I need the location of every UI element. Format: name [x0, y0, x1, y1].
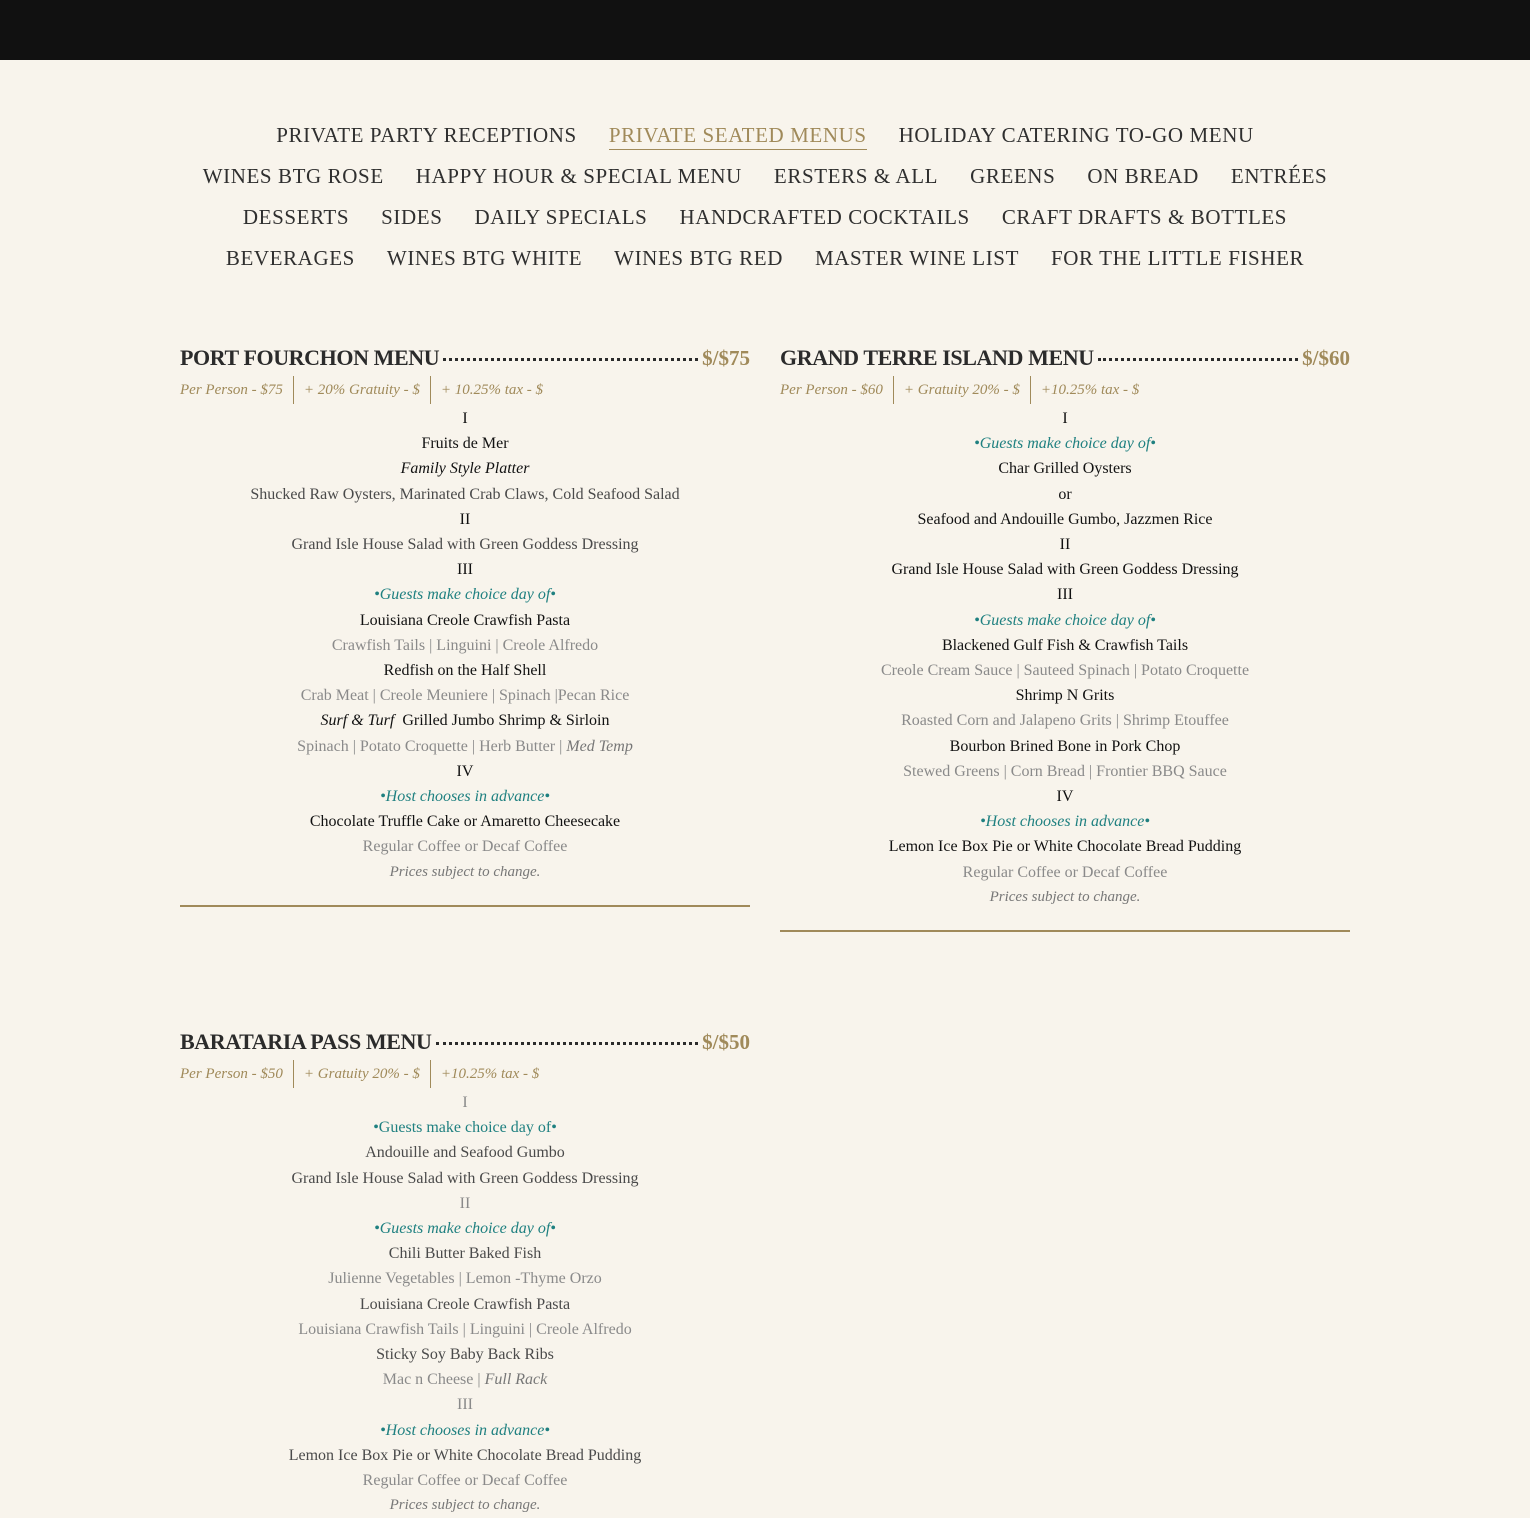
- price-detail: + Gratuity 20% - $: [893, 376, 1030, 404]
- price-detail: + 20% Gratuity - $: [293, 376, 430, 404]
- menu-line: [780, 834, 1350, 859]
- menu-line: [180, 658, 750, 683]
- menu-barataria-pass: [180, 1029, 750, 1518]
- menu-line: [180, 683, 750, 708]
- menu-line: [180, 1241, 750, 1266]
- price-detail: Per Person - $60: [780, 382, 883, 398]
- menu-line-text: Prices subject to change.: [989, 888, 1141, 905]
- nav-row: [0, 157, 1530, 198]
- nav-link-daily-specials[interactable]: DAILY SPECIALS: [474, 205, 648, 229]
- menu-line-text: Mac n Cheese |: [382, 1371, 485, 1389]
- menu-line: [180, 1367, 750, 1392]
- menu-line: [780, 431, 1350, 456]
- menu-line-text: II: [459, 1194, 471, 1212]
- menu-grand-terre-island: [780, 345, 1350, 932]
- menu-line-text: Lemon Ice Box Pie or White Chocolate Bread Pudding: [888, 838, 1242, 856]
- menu-line: [180, 482, 750, 507]
- price-details: [180, 1059, 750, 1089]
- menu-line-text: Bourbon Brined Bone in Pork Chop: [949, 737, 1181, 755]
- menu-line: [180, 1317, 750, 1342]
- menu-header: [180, 345, 750, 375]
- menu-line: [780, 582, 1350, 607]
- menu-line-text: Grand Isle House Salad with Green Goddess Dressing: [891, 561, 1239, 579]
- menu-line: [180, 532, 750, 557]
- menu-line: [180, 1468, 750, 1493]
- section-divider: [780, 930, 1350, 932]
- menu-line: [180, 557, 750, 582]
- menu-line-suffix: Full Rack: [484, 1371, 548, 1389]
- menu-line: [180, 608, 750, 633]
- menu-port-fourchon: [180, 345, 750, 907]
- menu-line-text: •Guests make choice day of•: [373, 1119, 557, 1137]
- menu-line-text: •Host chooses in advance•: [380, 788, 550, 806]
- nav-link-sides[interactable]: SIDES: [381, 205, 443, 229]
- menu-header: [780, 345, 1350, 375]
- menu-line: [180, 1140, 750, 1165]
- menu-price: $/$50: [702, 1030, 750, 1054]
- menu-line: [780, 683, 1350, 708]
- nav-row: [0, 116, 1530, 157]
- menu-line: [780, 658, 1350, 683]
- nav-link-handcrafted-cocktails[interactable]: HANDCRAFTED COCKTAILS: [679, 205, 970, 229]
- nav-link-craft-drafts-bottles[interactable]: CRAFT DRAFTS & BOTTLES: [1001, 205, 1288, 229]
- menu-line: [780, 759, 1350, 784]
- menu-line: [780, 784, 1350, 809]
- menu-items: [180, 406, 750, 885]
- price-details: [180, 375, 750, 405]
- menu-line-text: Grand Isle House Salad with Green Goddess Dressing: [291, 536, 639, 554]
- nav-link-ersters-all[interactable]: ERSTERS & ALL: [773, 164, 939, 188]
- menu-line-text: •Guests make choice day of•: [374, 586, 556, 604]
- menu-line: [180, 1493, 750, 1518]
- menu-line-text: IV: [456, 762, 474, 780]
- menu-line-text: Julienne Vegetables | Lemon -Thyme Orzo: [328, 1270, 602, 1288]
- nav-row: [0, 198, 1530, 239]
- menu-line-text: III: [457, 1396, 473, 1414]
- menu-line-text: Louisiana Creole Crawfish Pasta: [359, 611, 571, 629]
- menu-line: [780, 456, 1350, 481]
- menu-line-text: Prices subject to change.: [389, 1497, 541, 1514]
- menu-line: [180, 1191, 750, 1216]
- menu-line-text: Louisiana Creole Crawfish Pasta: [359, 1295, 571, 1313]
- menu-line-text: IV: [1056, 788, 1074, 806]
- menu-line-text: •Host chooses in advance•: [980, 813, 1150, 831]
- menu-line-text: Crab Meat | Creole Meuniere | Spinach |Pecan Rice: [300, 687, 630, 705]
- menu-line-text: Grilled Jumbo Shrimp & Sirloin: [402, 712, 610, 730]
- top-bar: [0, 0, 1530, 60]
- menu-title: BARATARIA PASS MENU: [180, 1029, 432, 1054]
- menu-line: [780, 885, 1350, 910]
- nav-link-greens[interactable]: GREENS: [970, 164, 1056, 188]
- menu-line-text: II: [459, 510, 471, 528]
- menu-line: [180, 507, 750, 532]
- menu-line: [180, 860, 750, 885]
- nav-link-wines-btg-white[interactable]: WINES BTG WHITE: [386, 246, 583, 270]
- nav-link-entr-es[interactable]: ENTRÉES: [1230, 164, 1328, 188]
- menu-line: [180, 734, 750, 759]
- menu-line: [780, 608, 1350, 633]
- menu-line: [180, 1216, 750, 1241]
- price-detail: Per Person - $50: [180, 1066, 283, 1082]
- menu-line: [780, 406, 1350, 431]
- menu-line-text: Grand Isle House Salad with Green Goddess Dressing: [291, 1169, 639, 1187]
- menu-line-text: Regular Coffee or Decaf Coffee: [962, 863, 1168, 881]
- menu-line: [780, 633, 1350, 658]
- nav-row: [0, 239, 1530, 280]
- nav-link-holiday-catering-to-go-menu[interactable]: HOLIDAY CATERING TO-GO MENU: [898, 123, 1254, 147]
- menu-line: [180, 759, 750, 784]
- nav-link-on-bread[interactable]: ON BREAD: [1087, 164, 1199, 188]
- menu-line-text: •Guests make choice day of•: [374, 1220, 556, 1238]
- nav-link-for-the-little-fisher[interactable]: FOR THE LITTLE FISHER: [1051, 246, 1305, 270]
- menu-line-text: Shrimp N Grits: [1015, 687, 1115, 705]
- menu-line: [180, 784, 750, 809]
- nav-link-happy-hour-special-menu[interactable]: HAPPY HOUR & SPECIAL MENU: [415, 164, 742, 188]
- menu-line-prefix: Surf & Turf: [320, 712, 395, 730]
- menu-line: [180, 1166, 750, 1191]
- menu-line: [180, 809, 750, 834]
- menu-line: [780, 734, 1350, 759]
- menu-title: PORT FOURCHON MENU: [180, 345, 440, 370]
- nav-link-master-wine-list[interactable]: MASTER WINE LIST: [814, 246, 1020, 270]
- menu-line-text: Stewed Greens | Corn Bread | Frontier BBQ Sauce: [903, 762, 1227, 780]
- menu-line: [180, 406, 750, 431]
- menu-items: [180, 1090, 750, 1518]
- menu-line-text: Chili Butter Baked Fish: [388, 1245, 542, 1263]
- menu-line: [780, 482, 1350, 507]
- price-detail: +10.25% tax - $: [430, 1060, 549, 1088]
- menu-line: [180, 708, 750, 733]
- menu-line: [780, 557, 1350, 582]
- menu-line-text: Shucked Raw Oysters, Marinated Crab Claws, Cold Seafood Salad: [250, 485, 680, 503]
- menu-line: [780, 708, 1350, 733]
- menu-line: [780, 532, 1350, 557]
- menu-line-text: I: [462, 1094, 468, 1111]
- menu-line-text: Crawfish Tails | Linguini | Creole Alfredo: [331, 636, 599, 654]
- menu-line: [780, 809, 1350, 834]
- price-detail: Per Person - $75: [180, 382, 283, 398]
- menu-line-text: •Host chooses in advance•: [380, 1421, 550, 1439]
- nav-link-wines-btg-rose[interactable]: WINES BTG ROSE: [202, 164, 384, 188]
- nav-link-private-seated-menus[interactable]: PRIVATE SEATED MENUS: [609, 116, 867, 154]
- menu-header: [180, 1029, 750, 1059]
- menu-price: $/$75: [702, 346, 750, 370]
- price-detail: +10.25% tax - $: [1030, 376, 1149, 404]
- menu-line: [180, 456, 750, 481]
- menu-line: [180, 1418, 750, 1443]
- menu-line-text: Lemon Ice Box Pie or White Chocolate Bread Pudding: [288, 1446, 642, 1464]
- nav-link-wines-btg-red[interactable]: WINES BTG RED: [614, 246, 783, 270]
- menu-items: [780, 406, 1350, 910]
- price-details: [780, 375, 1350, 405]
- menu-line-text: Char Grilled Oysters: [998, 460, 1132, 478]
- menu-title: GRAND TERRE ISLAND MENU: [780, 345, 1094, 370]
- menu-line: [180, 1392, 750, 1417]
- menu-line: [180, 1342, 750, 1367]
- menu-line-text: I: [1062, 410, 1068, 427]
- menu-line-text: Redfish on the Half Shell: [383, 662, 547, 680]
- dotted-leader: [443, 358, 698, 361]
- menu-line-text: I: [462, 410, 468, 427]
- menu-line: [180, 1115, 750, 1140]
- menu-line: [180, 1266, 750, 1291]
- menu-line-text: Chocolate Truffle Cake or Amaretto Cheesecake: [309, 813, 621, 831]
- menu-line-suffix: Med Temp: [566, 737, 633, 755]
- menu-line-text: Fruits de Mer: [421, 435, 509, 453]
- menu-price: $/$60: [1302, 346, 1350, 370]
- menu-line-text: Seafood and Andouille Gumbo, Jazzmen Rice: [917, 510, 1213, 528]
- section-divider: [180, 905, 750, 907]
- menu-line: [780, 507, 1350, 532]
- menu-line: [180, 1090, 750, 1115]
- nav-link-beverages[interactable]: BEVERAGES: [225, 246, 355, 270]
- menu-line: [180, 1292, 750, 1317]
- menu-line-text: or: [1058, 485, 1072, 503]
- menu-nav: [0, 116, 1530, 280]
- menu-line-text: •Guests make choice day of•: [974, 435, 1156, 453]
- nav-link-desserts[interactable]: DESSERTS: [242, 205, 350, 229]
- menu-line: [180, 431, 750, 456]
- menu-line: [180, 1443, 750, 1468]
- menu-line-text: Family Style Platter: [400, 460, 530, 478]
- menu-line-text: Blackened Gulf Fish & Crawfish Tails: [941, 636, 1189, 654]
- dotted-leader: [436, 1042, 699, 1045]
- menu-line-text: Spinach | Potato Croquette | Herb Butter |: [297, 737, 567, 755]
- menu-line-text: III: [457, 561, 473, 579]
- menu-line: [780, 860, 1350, 885]
- price-detail: + Gratuity 20% - $: [293, 1060, 430, 1088]
- menu-line-text: Regular Coffee or Decaf Coffee: [362, 838, 568, 856]
- menu-line-text: Andouille and Seafood Gumbo: [365, 1144, 565, 1162]
- menu-line-text: Prices subject to change.: [389, 863, 541, 880]
- menu-line-text: •Guests make choice day of•: [974, 611, 1156, 629]
- menu-line-text: Regular Coffee or Decaf Coffee: [362, 1472, 568, 1490]
- menu-line: [180, 633, 750, 658]
- menu-line-text: Roasted Corn and Jalapeno Grits | Shrimp Etouffee: [901, 712, 1229, 730]
- menu-line-text: II: [1059, 536, 1071, 554]
- menu-line-text: III: [1057, 586, 1073, 604]
- price-detail: + 10.25% tax - $: [430, 376, 553, 404]
- menu-line-text: Creole Cream Sauce | Sauteed Spinach | Potato Croquette: [880, 662, 1250, 680]
- dotted-leader: [1098, 358, 1298, 361]
- nav-link-private-party-receptions[interactable]: PRIVATE PARTY RECEPTIONS: [276, 123, 577, 147]
- menu-line-text: Louisiana Crawfish Tails | Linguini | Creole Alfredo: [298, 1320, 632, 1338]
- menu-line-text: Sticky Soy Baby Back Ribs: [376, 1346, 554, 1364]
- menu-line: [180, 834, 750, 859]
- menu-line: [180, 582, 750, 607]
